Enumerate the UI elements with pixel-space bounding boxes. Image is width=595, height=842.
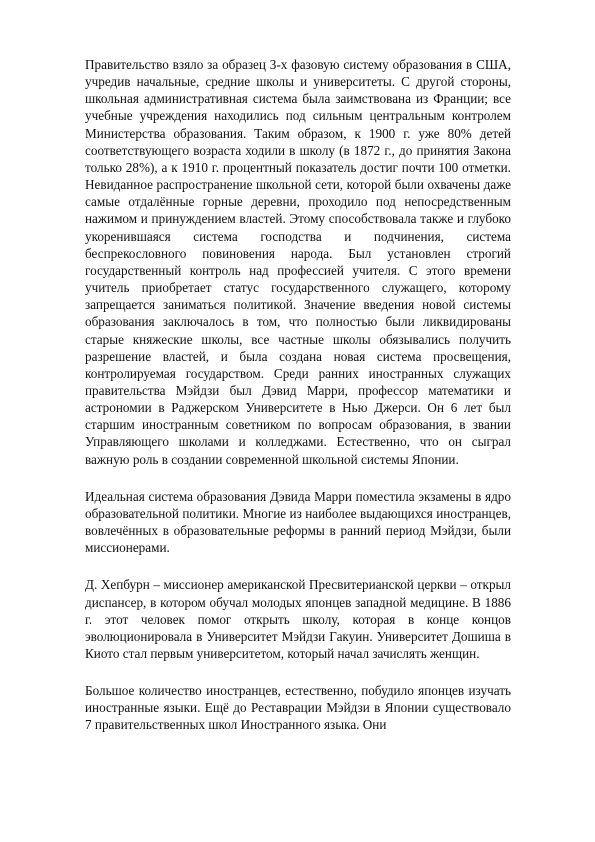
paragraph-foreign-languages: Большое количество иностранцев, естественно, побудило японцев изучать иностранные языки. Ещё до Реставрации Мэйдзи в Японии существовало 7 правительственных школ Иностранного языка. Они — [85, 683, 511, 733]
paragraph-hepburn: Д. Хепбурн – миссионер американской Пресвитерианской церкви – открыл диспансер, в котором обучал молодых японцев западной медицине. В 1886 г. этот человек помог открыть школу, которая в конце концов эволюционировала в Университет Мэйдзи Гакуин. Университет Дошиша в Киото стал первым университетом, который начал зачислять женщин. — [85, 577, 511, 661]
paragraph-spacer — [85, 468, 511, 488]
paragraph-murray-system: Идеальная система образования Дэвида Марри поместила экзамены в ядро образовательной политики. Многие из наиболее выдающихся иностранцев, вовлечённых в образовательные реформы в ранний период Мэйдзи, были миссионерами. — [85, 488, 511, 556]
document-page — [85, 56, 511, 734]
paragraph-spacer — [85, 662, 511, 682]
paragraph-spacer — [85, 556, 511, 576]
paragraph-education-system: Правительство взяло за образец 3-х фазовую систему образования в США, учредив начальные, средние школы и университеты. С другой стороны, школьная административная система была заимствована из Франции; все учебные учреждения находились под сильным центральным контролем Министерства образования. Таким образом, к 1900 г. уже 80% детей соответствующего возраста ходили в школу (в 1872 г., до принятия Закона только 28%), а к 1910 г. процентный показатель достиг почти 100 отметки. Невиданное распространение школьной сети, которой были охвачены даже самые отдалённые горные деревни, проходило под непосредственным нажимом и принуждением властей. Этому способствовала также и глубоко укоренившаяся система господства и подчинения, система беспрекословного повиновения народа. Был установлен строгий государственный контроль над профессией учителя. С этого времени учитель приобретает статус государственного служащего, которому запрещается заниматься политикой. Значение введения новой системы образования заключалось в том, что полностью были ликвидированы старые княжеские школы, все частные школы обязывались получить разрешение властей, и была создана новая система просвещения, контролируемая государством. Среди ранних иностранных служащих правительства Мэйдзи был Дэвид Марри, профессор математики и астрономии в Раджерском Университете в Нью Джерси. Он 6 лет был старшим иностранным советником по вопросам образования, в звании Управляющего школами и колледжами. Естественно, что он сыграл важную роль в создании современной школьной системы Японии. — [85, 57, 511, 467]
